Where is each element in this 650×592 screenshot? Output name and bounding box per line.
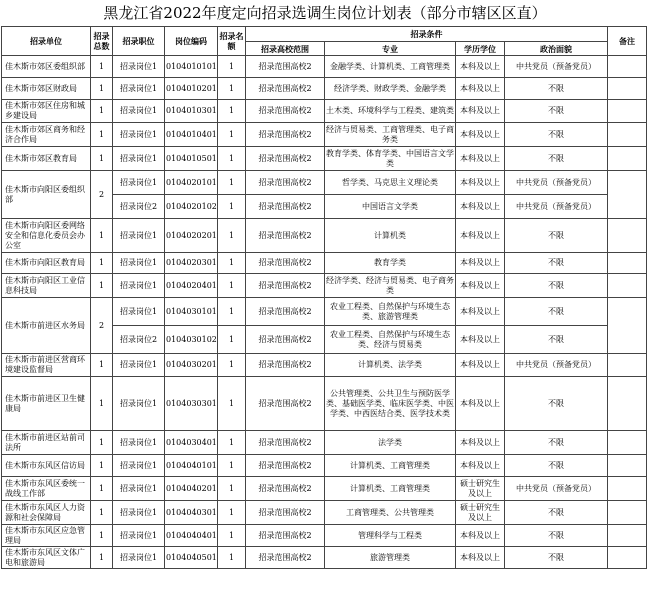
edu-cell: 本科及以上 (456, 171, 505, 195)
header-total: 招录总数 (91, 27, 113, 56)
remark-cell (608, 455, 647, 477)
header-code: 岗位编码 (165, 27, 218, 56)
edu-cell: 本科及以上 (456, 78, 505, 100)
table-row (2, 274, 647, 298)
remark-cell (608, 547, 647, 569)
count-cell: 1 (218, 501, 246, 525)
position-cell: 招录岗位1 (113, 56, 165, 78)
count-cell: 1 (218, 431, 246, 455)
count-cell: 1 (218, 377, 246, 431)
scope-cell: 招录范围高校2 (246, 431, 325, 455)
unit-cell: 佳木斯市前进区水务局 (2, 298, 91, 354)
table-row (2, 477, 647, 501)
code-cell: 0104010501 (165, 147, 218, 171)
table-row (2, 123, 647, 147)
unit-cell: 佳木斯市向阳区教育局 (2, 253, 91, 274)
code-cell: 0104040201 (165, 477, 218, 501)
position-cell: 招录岗位1 (113, 354, 165, 377)
politics-cell: 不限 (505, 274, 608, 298)
remark-cell (608, 525, 647, 547)
total-cell: 1 (91, 431, 113, 455)
count-cell: 1 (218, 56, 246, 78)
politics-cell: 不限 (505, 78, 608, 100)
remark-cell (608, 100, 647, 123)
edu-cell: 本科及以上 (456, 547, 505, 569)
unit-cell: 佳木斯市东风区应急管理局 (2, 525, 91, 547)
total-cell: 1 (91, 78, 113, 100)
edu-cell: 本科及以上 (456, 525, 505, 547)
scope-cell: 招录范围高校2 (246, 326, 325, 354)
position-cell: 招录岗位1 (113, 547, 165, 569)
edu-cell: 本科及以上 (456, 219, 505, 253)
scope-cell: 招录范围高校2 (246, 219, 325, 253)
edu-cell: 本科及以上 (456, 326, 505, 354)
politics-cell: 不限 (505, 253, 608, 274)
position-cell: 招录岗位1 (113, 147, 165, 171)
position-cell: 招录岗位1 (113, 477, 165, 501)
position-cell: 招录岗位1 (113, 431, 165, 455)
major-cell: 管理科学与工程类 (325, 525, 456, 547)
unit-cell: 佳木斯市郊区教育局 (2, 147, 91, 171)
edu-cell: 本科及以上 (456, 147, 505, 171)
total-cell: 2 (91, 171, 113, 219)
remark-cell (608, 377, 647, 431)
table-row (2, 171, 647, 195)
unit-cell: 佳木斯市向阳区工业信息科技局 (2, 274, 91, 298)
position-cell: 招录岗位1 (113, 123, 165, 147)
code-cell: 0104010201 (165, 78, 218, 100)
count-cell: 1 (218, 219, 246, 253)
code-cell: 0104040401 (165, 525, 218, 547)
unit-cell: 佳木斯市前进区营商环境建设监督局 (2, 354, 91, 377)
position-cell: 招录岗位1 (113, 253, 165, 274)
position-cell: 招录岗位2 (113, 195, 165, 219)
code-cell: 0104040101 (165, 455, 218, 477)
politics-cell: 不限 (505, 431, 608, 455)
position-cell: 招录岗位1 (113, 100, 165, 123)
count-cell: 1 (218, 298, 246, 326)
code-cell: 0104020102 (165, 195, 218, 219)
total-cell: 1 (91, 123, 113, 147)
position-cell: 招录岗位2 (113, 326, 165, 354)
unit-cell: 佳木斯市郊区商务和经济合作局 (2, 123, 91, 147)
edu-cell: 本科及以上 (456, 377, 505, 431)
scope-cell: 招录范围高校2 (246, 501, 325, 525)
unit-cell: 佳木斯市郊区财政局 (2, 78, 91, 100)
remark-cell (608, 253, 647, 274)
major-cell: 农业工程类、自然保护与环境生态类、经济与贸易类 (325, 326, 456, 354)
politics-cell: 不限 (505, 123, 608, 147)
major-cell: 农业工程类、自然保护与环境生态类、旅游管理类 (325, 298, 456, 326)
count-cell: 1 (218, 78, 246, 100)
header-conditions: 招录条件 (246, 27, 608, 42)
table-row (2, 377, 647, 431)
count-cell: 1 (218, 274, 246, 298)
remark-cell (608, 274, 647, 298)
scope-cell: 招录范围高校2 (246, 377, 325, 431)
total-cell: 1 (91, 477, 113, 501)
edu-cell: 本科及以上 (456, 56, 505, 78)
edu-cell: 本科及以上 (456, 298, 505, 326)
position-cell: 招录岗位1 (113, 171, 165, 195)
scope-cell: 招录范围高校2 (246, 147, 325, 171)
position-cell: 招录岗位1 (113, 219, 165, 253)
edu-cell: 本科及以上 (456, 431, 505, 455)
major-cell: 旅游管理类 (325, 547, 456, 569)
politics-cell: 中共党员（预备党员） (505, 171, 608, 195)
header-scope: 招录高校范围 (246, 42, 325, 56)
header-count: 招录名额 (218, 27, 246, 56)
politics-cell: 不限 (505, 147, 608, 171)
scope-cell: 招录范围高校2 (246, 56, 325, 78)
unit-cell: 佳木斯市东风区文体广电和旅游局 (2, 547, 91, 569)
code-cell: 0104030101 (165, 298, 218, 326)
edu-cell: 本科及以上 (456, 274, 505, 298)
politics-cell: 中共党员（预备党员） (505, 195, 608, 219)
code-cell: 0104030102 (165, 326, 218, 354)
table-row (2, 78, 647, 100)
unit-cell: 佳木斯市前进区站前司法所 (2, 431, 91, 455)
count-cell: 1 (218, 147, 246, 171)
position-cell: 招录岗位1 (113, 78, 165, 100)
politics-cell: 不限 (505, 547, 608, 569)
count-cell: 1 (218, 100, 246, 123)
header-edu: 学历学位 (456, 42, 505, 56)
page-title: 黑龙江省2022年度定向招录选调生岗位计划表（部分市辖区区直） (103, 4, 547, 22)
position-cell: 招录岗位1 (113, 525, 165, 547)
count-cell: 1 (218, 525, 246, 547)
remark-cell (608, 78, 647, 100)
major-cell: 教育学类、体育学类、中国语言文学类 (325, 147, 456, 171)
count-cell: 1 (218, 455, 246, 477)
remark-cell (608, 354, 647, 377)
table-row (2, 100, 647, 123)
major-cell: 计算机类、工商管理类 (325, 455, 456, 477)
remark-cell (608, 147, 647, 171)
remark-cell (608, 298, 647, 354)
unit-cell: 佳木斯市郊区住房和城乡建设局 (2, 100, 91, 123)
major-cell: 计算机类 (325, 219, 456, 253)
unit-cell: 佳木斯市前进区卫生健康局 (2, 377, 91, 431)
count-cell: 1 (218, 547, 246, 569)
major-cell: 教育学类 (325, 253, 456, 274)
politics-cell: 中共党员（预备党员） (505, 477, 608, 501)
scope-cell: 招录范围高校2 (246, 78, 325, 100)
major-cell: 法学类 (325, 431, 456, 455)
count-cell: 1 (218, 253, 246, 274)
total-cell: 1 (91, 56, 113, 78)
politics-cell: 不限 (505, 377, 608, 431)
header-position: 招录职位 (113, 27, 165, 56)
header-major: 专业 (325, 42, 456, 56)
major-cell: 公共管理类、公共卫生与预防医学类、基础医学类、临床医学类、中医学类、中西医结合类、医学技术类 (325, 377, 456, 431)
edu-cell: 本科及以上 (456, 253, 505, 274)
total-cell: 1 (91, 455, 113, 477)
edu-cell: 本科及以上 (456, 100, 505, 123)
major-cell: 哲学类、马克思主义理论类 (325, 171, 456, 195)
code-cell: 0104040301 (165, 501, 218, 525)
total-cell: 1 (91, 274, 113, 298)
major-cell: 工商管理类、公共管理类 (325, 501, 456, 525)
total-cell: 1 (91, 501, 113, 525)
scope-cell: 招录范围高校2 (246, 274, 325, 298)
remark-cell (608, 56, 647, 78)
scope-cell: 招录范围高校2 (246, 525, 325, 547)
scope-cell: 招录范围高校2 (246, 195, 325, 219)
total-cell: 1 (91, 253, 113, 274)
table-row (2, 525, 647, 547)
politics-cell: 不限 (505, 298, 608, 326)
politics-cell: 不限 (505, 455, 608, 477)
code-cell: 0104030301 (165, 377, 218, 431)
table-row (2, 56, 647, 78)
remark-cell (608, 477, 647, 501)
unit-cell: 佳木斯市郊区委组织部 (2, 56, 91, 78)
positions-table (1, 26, 647, 569)
table-row (2, 253, 647, 274)
scope-cell: 招录范围高校2 (246, 171, 325, 195)
code-cell: 0104020401 (165, 274, 218, 298)
unit-cell: 佳木斯市向阳区委网络安全和信息化委员会办公室 (2, 219, 91, 253)
scope-cell: 招录范围高校2 (246, 100, 325, 123)
edu-cell: 硕士研究生及以上 (456, 501, 505, 525)
count-cell: 1 (218, 123, 246, 147)
scope-cell: 招录范围高校2 (246, 354, 325, 377)
edu-cell: 本科及以上 (456, 455, 505, 477)
remark-cell (608, 219, 647, 253)
header-remark: 备注 (608, 27, 647, 56)
count-cell: 1 (218, 477, 246, 501)
scope-cell: 招录范围高校2 (246, 477, 325, 501)
unit-cell: 佳木斯市向阳区委组织部 (2, 171, 91, 219)
total-cell: 1 (91, 219, 113, 253)
politics-cell: 中共党员（预备党员） (505, 354, 608, 377)
header-unit: 招录单位 (2, 27, 91, 56)
table-row (2, 298, 647, 326)
count-cell: 1 (218, 326, 246, 354)
total-cell: 1 (91, 100, 113, 123)
remark-cell (608, 501, 647, 525)
count-cell: 1 (218, 195, 246, 219)
code-cell: 0104030401 (165, 431, 218, 455)
position-cell: 招录岗位1 (113, 298, 165, 326)
position-cell: 招录岗位1 (113, 455, 165, 477)
table-row (2, 547, 647, 569)
table-row (2, 431, 647, 455)
code-cell: 0104020101 (165, 171, 218, 195)
total-cell: 1 (91, 377, 113, 431)
table-row (2, 219, 647, 253)
edu-cell: 本科及以上 (456, 195, 505, 219)
scope-cell: 招录范围高校2 (246, 253, 325, 274)
count-cell: 1 (218, 171, 246, 195)
edu-cell: 本科及以上 (456, 123, 505, 147)
remark-cell (608, 171, 647, 219)
total-cell: 1 (91, 354, 113, 377)
code-cell: 0104020201 (165, 219, 218, 253)
count-cell: 1 (218, 354, 246, 377)
table-row (2, 455, 647, 477)
position-cell: 招录岗位1 (113, 377, 165, 431)
table-row (2, 354, 647, 377)
position-cell: 招录岗位1 (113, 501, 165, 525)
politics-cell: 中共党员（预备党员） (505, 56, 608, 78)
edu-cell: 硕士研究生及以上 (456, 477, 505, 501)
scope-cell: 招录范围高校2 (246, 123, 325, 147)
major-cell: 经济与贸易类、工商管理类、电子商务类 (325, 123, 456, 147)
major-cell: 经济学类、经济与贸易类、电子商务类 (325, 274, 456, 298)
politics-cell: 不限 (505, 219, 608, 253)
code-cell: 0104030201 (165, 354, 218, 377)
code-cell: 0104010101 (165, 56, 218, 78)
politics-cell: 不限 (505, 100, 608, 123)
code-cell: 0104020301 (165, 253, 218, 274)
politics-cell: 不限 (505, 326, 608, 354)
total-cell: 1 (91, 525, 113, 547)
total-cell: 1 (91, 147, 113, 171)
major-cell: 经济学类、财政学类、金融学类 (325, 78, 456, 100)
major-cell: 中国语言文学类 (325, 195, 456, 219)
table-row (2, 501, 647, 525)
total-cell: 2 (91, 298, 113, 354)
major-cell: 金融学类、计算机类、工商管理类 (325, 56, 456, 78)
major-cell: 计算机类、工商管理类 (325, 477, 456, 501)
code-cell: 0104040501 (165, 547, 218, 569)
major-cell: 土木类、环境科学与工程类、建筑类 (325, 100, 456, 123)
header-politics: 政治面貌 (505, 42, 608, 56)
politics-cell: 不限 (505, 501, 608, 525)
unit-cell: 佳木斯市东风区人力资源和社会保障局 (2, 501, 91, 525)
code-cell: 0104010401 (165, 123, 218, 147)
scope-cell: 招录范围高校2 (246, 298, 325, 326)
table-row (2, 147, 647, 171)
scope-cell: 招录范围高校2 (246, 547, 325, 569)
edu-cell: 本科及以上 (456, 354, 505, 377)
total-cell: 1 (91, 547, 113, 569)
unit-cell: 佳木斯市东风区信访局 (2, 455, 91, 477)
unit-cell: 佳木斯市东风区委统一战线工作部 (2, 477, 91, 501)
scope-cell: 招录范围高校2 (246, 455, 325, 477)
major-cell: 计算机类、法学类 (325, 354, 456, 377)
politics-cell: 不限 (505, 525, 608, 547)
code-cell: 0104010301 (165, 100, 218, 123)
position-cell: 招录岗位1 (113, 274, 165, 298)
remark-cell (608, 431, 647, 455)
remark-cell (608, 123, 647, 147)
